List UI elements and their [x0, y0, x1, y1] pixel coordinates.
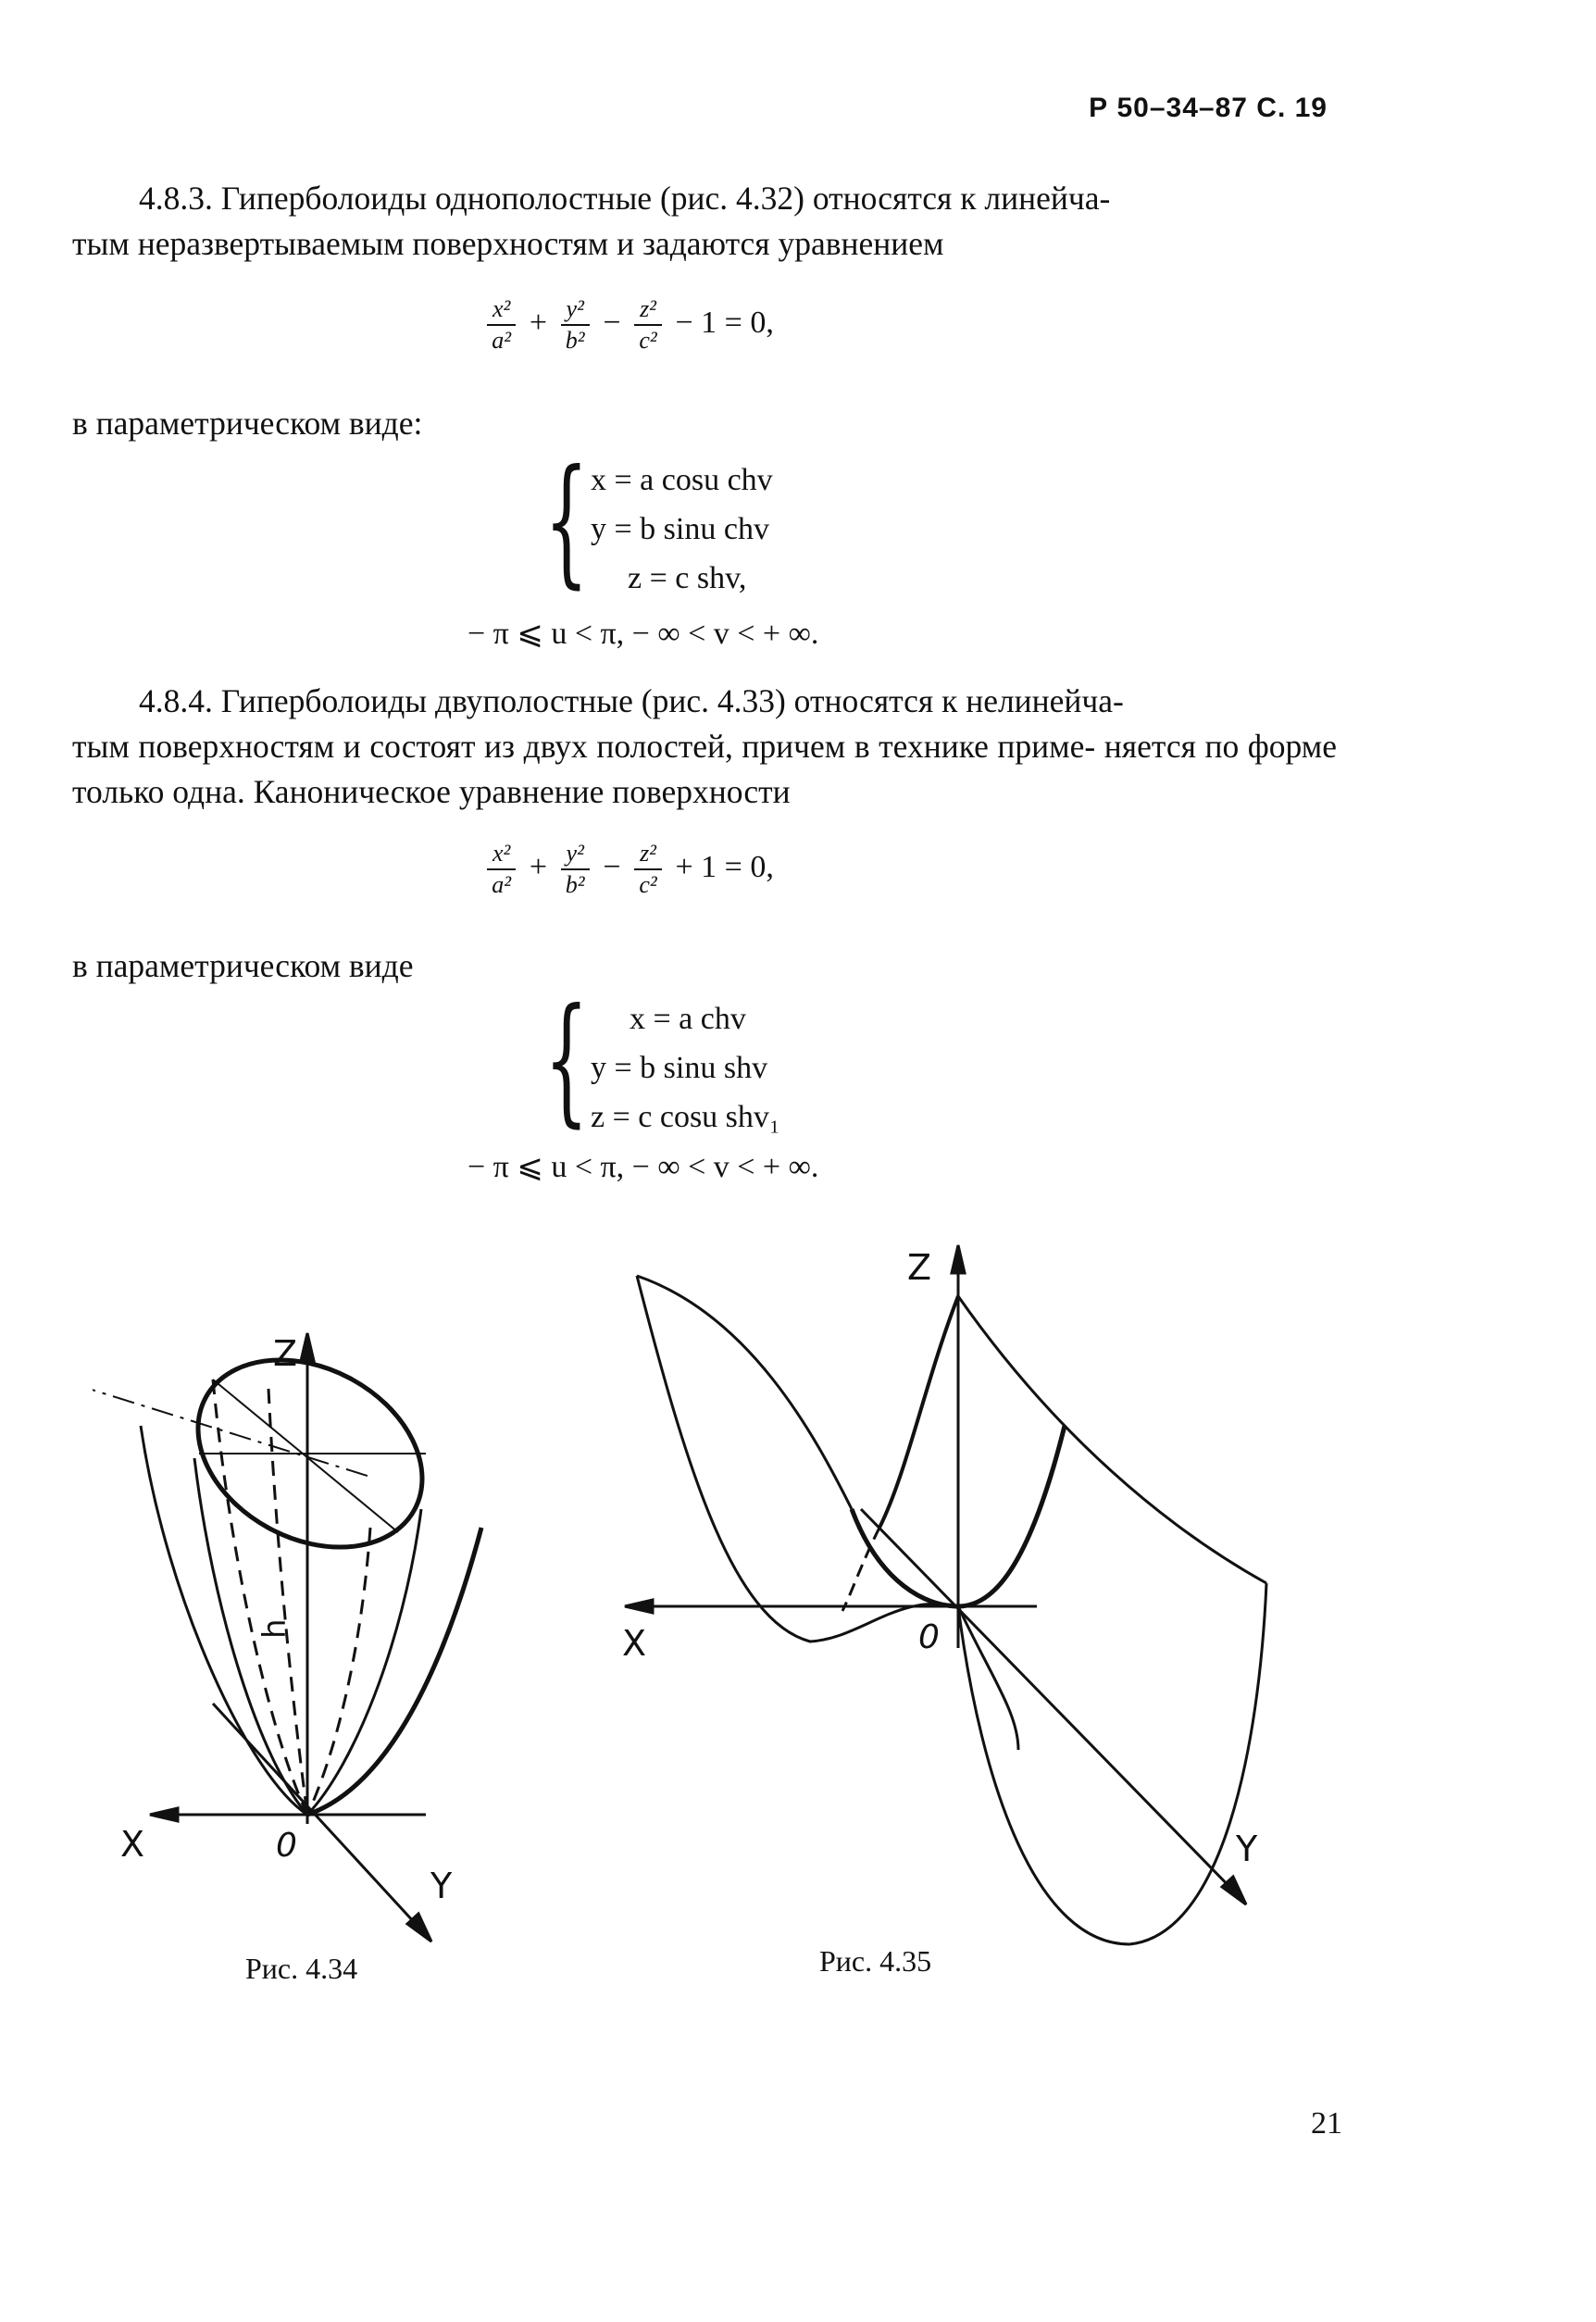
height-label: h — [256, 1618, 293, 1639]
front-parabola-upper — [879, 1296, 958, 1528]
axis-label-y: Y — [430, 1866, 453, 1906]
numerator: y² — [561, 839, 590, 870]
left-brace: { — [544, 980, 589, 1141]
operator: − — [603, 849, 621, 884]
parametric-system-two-sheet — [544, 980, 915, 1159]
denominator: c² — [639, 327, 657, 354]
denominator: c² — [639, 871, 657, 898]
right-silhouette — [307, 1528, 481, 1815]
equation-tail: + 1 = 0, — [675, 849, 774, 884]
figure-434-drawing — [93, 1296, 518, 1944]
fraction-z — [634, 294, 662, 356]
z-arrow-icon — [301, 1333, 314, 1361]
denominator: a² — [492, 327, 512, 354]
left-brace: { — [544, 441, 589, 602]
system-line-y: y = b sinu chv — [591, 512, 769, 546]
figure-434-caption: Рис. 4.34 — [245, 1952, 358, 1985]
document-header: Р 50–34–87 С. 19 — [1089, 93, 1328, 123]
axis-label-z: Z — [907, 1247, 932, 1288]
system-line-y: y = b sinu shv — [591, 1051, 768, 1085]
denominator: b² — [565, 327, 585, 354]
equation-hyperboloid-one-sheet — [481, 294, 774, 356]
saddle-top-right — [958, 1296, 1266, 1583]
system-line-x: x = a cosu chv — [591, 463, 773, 497]
section-483-line-2: тым неразвертываемым поверхностям и задаются уравнением — [72, 225, 944, 262]
fraction-y — [561, 839, 590, 900]
parameter-range-two-sheet: − π ⩽ u < π, − ∞ < v < + ∞. — [468, 1150, 819, 1184]
x-arrow-icon — [150, 1808, 178, 1821]
section-483-paragraph — [72, 176, 1337, 267]
axis-label-z: Z — [273, 1333, 298, 1374]
section-484-line-1: 4.8.4. Гиперболоиды двуполостные (рис. 4.33) относятся к нелинейча- — [139, 682, 1124, 719]
parametric-system-one-sheet — [544, 441, 915, 620]
front-parabola-hidden — [842, 1528, 879, 1611]
axis-label-x: X — [622, 1623, 647, 1664]
operator: + — [529, 305, 548, 340]
numerator: y² — [561, 294, 590, 326]
origin-label: 0 — [918, 1618, 940, 1656]
operator: + — [529, 849, 548, 884]
saddle-lower-edge — [958, 1583, 1266, 1944]
numerator: x² — [487, 839, 516, 870]
section-484-lines-rest: тым поверхностям и состоят из двух полостей, причем в технике приме- няется по форме только одна. Каноническое уравнение поверхности — [72, 728, 1337, 810]
fraction-x — [487, 294, 516, 356]
figure-435-drawing — [592, 1231, 1296, 1972]
section-484-paragraph — [72, 679, 1337, 815]
numerator: x² — [487, 294, 516, 326]
system-line-z: z = c shv, — [628, 561, 747, 595]
section-484-param-label: в параметрическом виде — [72, 947, 414, 984]
axis-label-x: X — [120, 1824, 145, 1865]
parameter-range-one-sheet: − π ⩽ u < π, − ∞ < v < + ∞. — [468, 617, 819, 651]
origin-label: 0 — [276, 1827, 297, 1865]
fraction-x — [487, 839, 516, 900]
numerator: z² — [634, 839, 662, 870]
fraction-z — [634, 839, 662, 900]
figure-435-caption: Рис. 4.35 — [819, 1944, 932, 1978]
z-arrow-icon — [952, 1245, 965, 1273]
equation-hyperboloid-two-sheet — [481, 839, 774, 900]
section-483-line-1: 4.8.3. Гиперболоиды однополостные (рис. 4.32) относятся к линейча- — [139, 180, 1111, 217]
axis-label-y: Y — [1236, 1829, 1258, 1869]
x-arrow-icon — [625, 1600, 653, 1613]
dash-dot-diameter — [93, 1384, 370, 1477]
section-483-param-label: в параметрическом виде: — [72, 405, 423, 442]
denominator: a² — [492, 871, 512, 898]
page-number: 21 — [1311, 2106, 1342, 2141]
system-line-z: z = c cosu shv₁ — [591, 1100, 780, 1134]
system-line-x: x = a chv — [630, 1002, 746, 1036]
front-parabola-lower — [958, 1606, 1018, 1750]
saddle-left-edge — [637, 1276, 958, 1642]
equation-tail: − 1 = 0, — [675, 305, 774, 340]
denominator: b² — [565, 871, 585, 898]
operator: − — [603, 305, 621, 340]
numerator: z² — [634, 294, 662, 326]
fraction-y — [561, 294, 590, 356]
y-axis — [861, 1509, 1241, 1898]
